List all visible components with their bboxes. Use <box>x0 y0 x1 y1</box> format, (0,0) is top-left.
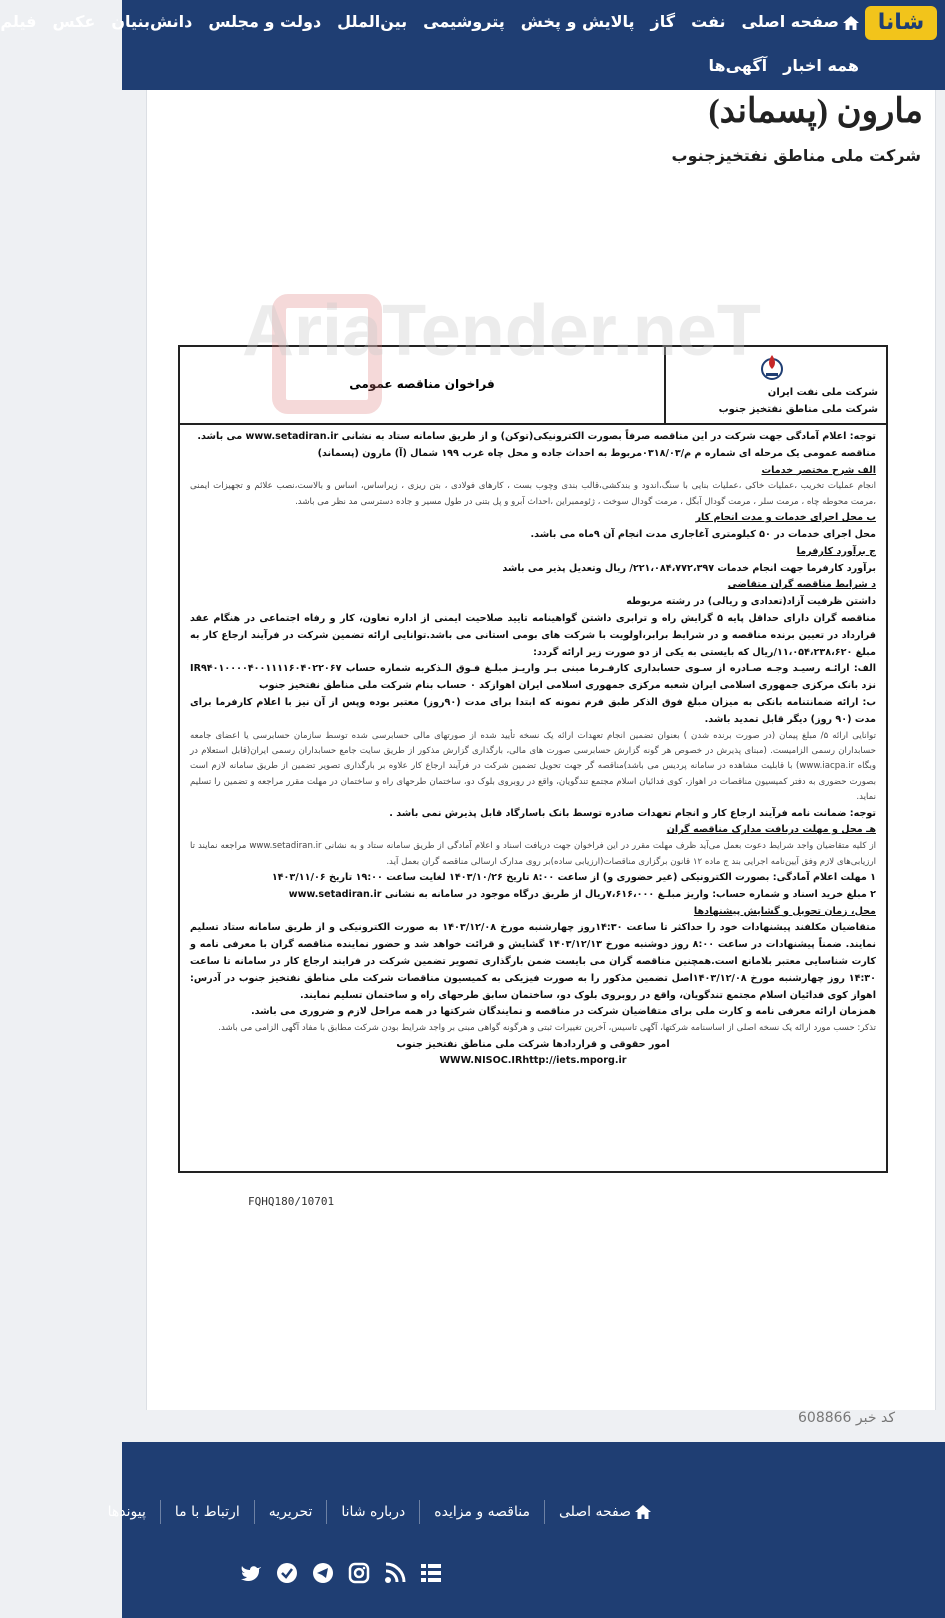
legal-department: امور حقوقی و قراردادها شرکت ملی مناطق نفتخیز جنوب <box>396 1038 670 1050</box>
bale-icon[interactable] <box>276 1562 298 1584</box>
services-description: انجام عملیات تخریب ،عملیات خاکی ،عملیات بنایی با سنگ،اندود و بندکشی،قالب بندی وچوب بست ، کارهای فولادی ، بتن ریزی ، زیراساس، اساس و بالاست،نصب علائم و تجهیزات ایمنی ،مرمت محوطه چاه ، مرمت سلر ، مرمت گودال آبگل ، مرمت گودال سوخت ، ژئوممبراین ،احداث آبرو و پل بتنی در طول مسیر و جاده دسترسی مد نظر می باشد. <box>190 481 876 507</box>
notice-line: توجه: اعلام آمادگی جهت شرکت در این مناقصه صرفاً بصورت الکترونیکی(توکن) و از طریق سامانه ستاد به نشانی www.setadiran.ir می باشد. <box>197 431 876 442</box>
company-line-1: شرکت ملی نفت ایران <box>767 387 878 398</box>
document-header <box>180 347 886 425</box>
nav-government[interactable]: دولت و مجلس <box>208 12 322 31</box>
home-icon <box>843 16 859 30</box>
estimate-line: برآورد کارفرما جهت انجام خدمات ۲۲۱،۰۸۴،۷۷۲،۳۹۷/ ریال وتعدیل پذیر می باشد <box>502 562 876 574</box>
nav-oil[interactable]: نفت <box>691 12 726 31</box>
instagram-icon[interactable] <box>348 1562 370 1584</box>
nav-gas[interactable]: گاز <box>650 12 676 31</box>
location-duration: محل اجرای خدمات در ۵۰ کیلومتری آغاجاری مدت انجام آن ۹ماه می باشد. <box>530 529 876 540</box>
qualification-paragraph: مناقصه گران دارای حداقل پایه ۵ گرایش راه و ترابری داشتن گواهینامه تایید صلاحیت ایمنی از اداره تعاون، کار و رفاه اجتماعی در هنگام عقد قرارداد در تعیین برنده مناقصه و در شرایط برابر،اولویت با شرکت های بومی استانی می باشد.توانایی ارائه تضمین شرکت در فرآیند ارجاع کار به مبلغ ۱۱،۰۵۴،۲۳۸،۶۲۰/ریال که بایستی به یکی از دو صورت زیر ارائه گردد: <box>190 612 876 658</box>
footer-link-editorial[interactable]: تحریریه <box>254 1500 327 1524</box>
guarantee-paragraph: توانایی ارائه ۵/ مبلغ پیمان (در صورت برنده شدن ) بعنوان تضمین انجام تعهدات ارائه یک نسخه تأیید شده از صورتهای مالی حسابرسی شده توسط سازمان حسابرسی یا اعضای جامعه حسابداران رسمی الزامیست. (مبنای پذیرش در خصوص هر گونه گزارش حسابرسی صورت های مالی، بارگذاری گزارش مذکور از طریق سایت جامع حسابداران رسمی ایران(قابل استعلام در وبگاه www.iacpa.ir) با قابلیت مشاهده در سامانه پردیس می باشد)مناقصه گر جهت تحویل تضمین شرکت در فرآیند ارجاع کار علاوه بر بارگذاری تصویر تضمین از طریق سامانه لازم است بصورت حضوری به دفتر کمیسیون مناقصات در اهواز، کوی فدائیان اسلام مجتمع تندگویان، واقع در روبروی بلوک دو، ساختمان طرحهای راه و ساختمان در مهلت مقرر مراجعه و تضمین را تسلیم نماید. <box>190 730 877 803</box>
nav-home-label: صفحه اصلی <box>741 12 839 31</box>
section-heading-e: هـ محل و مهلت دریافت مدارک مناقصه گران <box>666 824 876 836</box>
footer-link-links[interactable]: پیوندها <box>107 1504 146 1520</box>
footer-link-home-label: صفحه اصلی <box>558 1504 631 1520</box>
bank-notice: توجه: ضمانت نامه فرآیند ارجاع کار و انجام تعهدات صادره توسط بانک باسارگاد قابل پذیرش نمی باشد . <box>389 807 876 819</box>
section-heading-c: ج برآورد کارفرما <box>796 545 876 557</box>
watermark-text: AriaTender.neT <box>242 291 761 371</box>
nav-home[interactable] <box>742 8 859 36</box>
deadline-line: ۱ مهلت اعلام آمادگی: بصورت الکترونیکی (غیر حضوری و) از ساعت ۸:۰۰ تاریخ ۱۴۰۳/۱۰/۲۶ لغایت ساعت ۱۹:۰۰ تاریخ ۱۴۰۳/۱۱/۰۶ <box>271 872 876 883</box>
tender-document <box>178 345 888 1173</box>
document-title: فراخوان مناقصه عمومی <box>349 377 495 391</box>
reminder-line: تذکر: حسب مورد ارائه یک نسخه اصلی از اساسنامه شرکتها، آگهی تاسیس، آخرین تغییرات ثبتی و هرگونه گواهی مبنی بر واجد شرایط بودن شرکت مطابق با مفاد آگهی الزامی می باشد. <box>218 1023 876 1034</box>
document-code: FQHQ180/10701 <box>248 1195 335 1208</box>
page-title: مارون (پسماند) <box>708 93 923 130</box>
footer-link-home[interactable] <box>544 1500 665 1524</box>
nioc-logo-icon <box>758 353 786 381</box>
id-notice: همزمان ارائه معرفی نامه و کارت ملی برای متقاضیان شرکت در مناقصه و نمایندگان شرکتها در همه مراحل لازم و ضروری می باشد. <box>250 1006 876 1018</box>
telegram-icon[interactable] <box>312 1562 334 1584</box>
section-heading-f: محل، زمان تحویل و گشایش پیشنهادها <box>693 905 876 917</box>
footer-link-contact[interactable]: ارتباط با ما <box>160 1500 254 1524</box>
submission-paragraph: متقاضیان مکلفند پیشنهادات خود را حداکثر تا ساعت ۱۴:۳۰روز چهارشنبه مورخ ۱۴۰۳/۱۲/۰۸ به صورت الکترونیکی و از طریق سامانه ستاد تسلیم نمایند. ضمناً پیشنهادات در ساعت ۸:۰۰ روز دوشنبه مورخ ۱۴۰۳/۱۲/۱۳ گشایش و قرائت خواهد شد و حضور نماینده مناقصه گران با معرفی نامه و کارت شناسایی معتبر بلامانع است.همچنین مناقصه گران می بایست ضمن بارگذاری تصویر تضمین شرکت در فرایند ارجاع کار در سامانه تا ساعت ۱۴:۳۰ روز چهارشنبه مورخ ۱۴۰۳/۱۲/۰۸اصل تضمین مذکور را به صورت فیزیکی به کمیسیون مناقصات شرکت ملی مناطق نفتخیز جنوب در آدرس: اهواز کوی فدائیان اسلام مجتمع تندگویان، واقع در روبروی بلوک دو، ساختمان سابق طرحهای راه و ساختمان تسلیم نمایند. <box>190 922 876 1001</box>
footer-link-tenders[interactable]: مناقصه و مزایده <box>419 1500 544 1524</box>
nav-refining[interactable]: پالایش و پخش <box>520 12 635 31</box>
company-line-2: شرکت ملی مناطق نفتخیز جنوب <box>718 404 878 415</box>
twitter-icon[interactable] <box>240 1562 262 1584</box>
main-nav <box>0 8 859 36</box>
nav-video[interactable]: فیلم <box>0 12 37 31</box>
footer-link-about[interactable]: درباره شانا <box>326 1500 419 1524</box>
news-code: کد خبر 608866 <box>798 1410 895 1426</box>
nav-knowledge[interactable]: دانش‌بنیان <box>111 12 193 31</box>
purchase-line: ۲ مبلغ خرید اسناد و شماره حساب: واریز مبلـغ ۷،۶۱۶،۰۰۰ریال از طریق درگاه موجود در سامانه به نشانی www.setadiran.ir <box>288 888 876 900</box>
document-body <box>180 425 886 1074</box>
secondary-nav <box>709 52 860 80</box>
nav-all-news[interactable]: همه اخبار <box>783 56 859 75</box>
social-links <box>240 1562 442 1584</box>
site-footer <box>107 1442 945 1618</box>
footer-links <box>107 1500 665 1524</box>
section-heading-b: ب محل اجرای خدمات و مدت انجام کار <box>695 512 876 524</box>
tender-number-line: مناقصه عمومی یک مرحله ای شماره م م/۰۳۱۸/۰۳مربوط به احداث جاده و محل چاه غرب ۱۹۹ شمال (آ) مارون (پسماند) <box>317 447 876 459</box>
shana-logo[interactable]: شانا <box>865 6 937 40</box>
documents-paragraph: از کلیه متقاضیان واجد شرایط دعوت بعمل می‌آید ظرف مهلت مقرر در این فراخوان جهت دریافت اسناد و اعلام آمادگی از طریق سامانه ستاد و به نشانی www.setadiran.ir مراجعه نمایند تا ارزیابی‌های لازم وفق آیین‌نامه اجرایی بند ج ماده ۱۲ قانون برگزاری مناقصات(ارزیابی ساده)بر روی مدارک ارسالی مناقصه گران بعمل آید. <box>190 841 876 867</box>
website-line: WWW.NISOC.IRhttp://iets.mporg.ir <box>439 1055 627 1067</box>
section-heading-a: الف شرح مختصر خدمات <box>761 464 876 476</box>
top-navbar <box>0 0 945 90</box>
nav-ads[interactable]: آگهی‌ها <box>708 56 768 75</box>
rss-icon[interactable] <box>384 1562 406 1584</box>
company-block <box>664 347 886 423</box>
list-icon[interactable] <box>420 1562 442 1584</box>
nav-international[interactable]: بین‌الملل <box>337 12 408 31</box>
article-subtitle: شرکت ملی مناطق نفتخیزجنوب <box>671 146 921 165</box>
footer-home-icon <box>635 1505 651 1519</box>
deposit-option-a: الف: ارائـه رسیـد وجـه صـادره از سـوی حسابداری کارفـرما مبنی بـر واریـز مبلـغ فـوق الـذکربه شماره حساب IR۹۴۰۱۰۰۰۰۴۰۰۱۱۱۱۶۰۴۰۲۲۰۶۷ نزد بانک مرکزی جمهوری اسلامی ایران شعبه مرکزی جمهوری اسلامی ایران اهوازکد ۰ حساب بنام شرکت ملی مناطق نفتخیز جنوب <box>190 663 876 692</box>
nav-petrochemical[interactable]: پتروشیمی <box>423 12 505 31</box>
deposit-option-b: ب: ارائه ضمانتنامه بانکی به میزان مبلغ فوق الذکر طبق فرم نمونه که ابتدا برای مدت (۹۰روز) معتبر بوده وپس از آن نیز با اعلام کارفرما برای مدت (۹۰ روز) دیگر قابل تمدید باشد. <box>190 696 876 725</box>
nav-photo[interactable]: عکس <box>52 12 96 31</box>
capacity-line: داشتن ظرفیت آزاد(تعدادی و ریالی) در رشته مربوطه <box>626 596 876 608</box>
section-heading-d: د شرایط مناقصه گران متقاضی <box>727 579 876 591</box>
